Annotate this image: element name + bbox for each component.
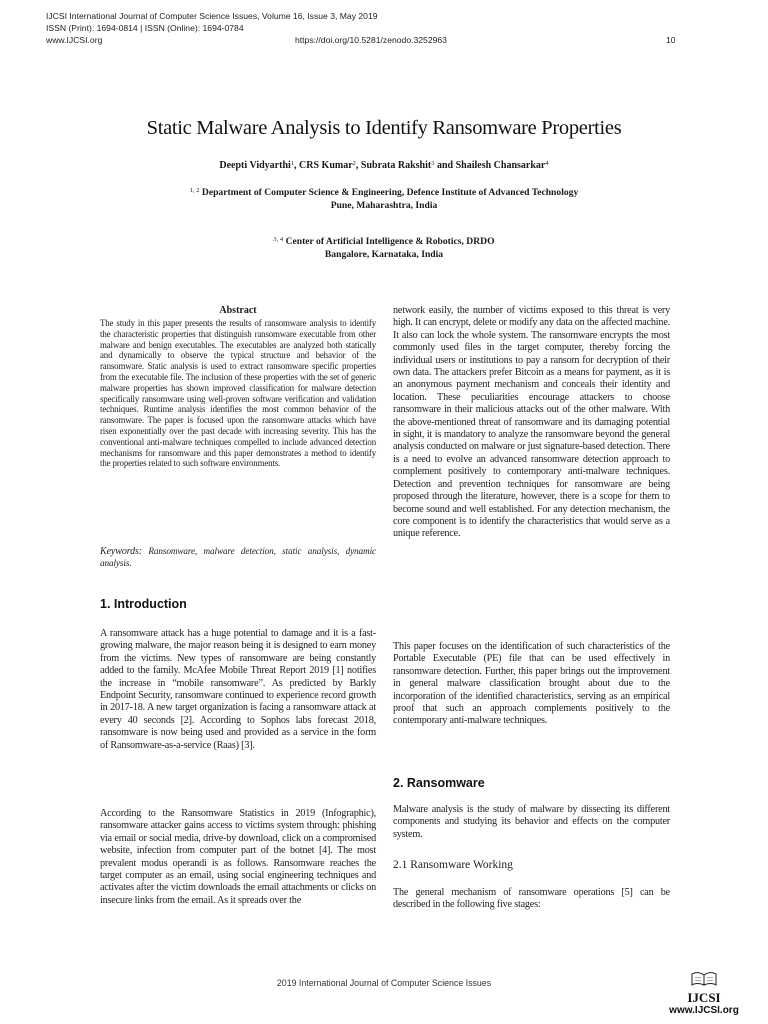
paragraph: This paper focuses on the identification of such characteristics of the Portable Executable (PE) file that can be used effectively in ransomware detection. Further, this paper brings out the improvement in general malware classification brought about due to the incorporation of the identified characteristics, serving as an empirical proof that such an approach complements positively to the contemporary anti-malware techniques. bbox=[393, 641, 670, 727]
book-icon bbox=[691, 972, 717, 986]
author-name: , CRS Kumar bbox=[294, 160, 353, 171]
journal-logo bbox=[664, 972, 744, 1016]
doi-link[interactable]: https://doi.org/10.5281/zenodo.3252963 bbox=[295, 35, 447, 45]
logo-text: IJCSI bbox=[687, 990, 721, 1005]
affiliation-line: Bangalore, Karnataka, India bbox=[324, 248, 444, 260]
journal-line: IJCSI International Journal of Computer Science Issues, Volume 16, Issue 3, May 2019 bbox=[46, 11, 378, 21]
abstract-text: The study in this paper presents the results of ransomware analysis to identify the characteristic properties that distinguish ransomware executable from other malware and benign executables. The executables are analyzed both statically and dynamically to observe the typical structure and behavior of the ransomware. Static analysis is used to extract ransomware specific properties from the executable file. The inclusion of these properties with the set of generic malware properties has shown improved classification for malware detection specifically ransomware using well-proven software verification and validation techniques. Runtime analysis identifies the most common behavior of the ransomware. The paper is focused upon the ransomware attacks which have risen exponentially over the past decade with increasing severity. This has the conventional anti-malware techniques compelled to include advanced detection mechanisms for ransomware and this paper demonstrates a method to identify the properties related to such software environments. bbox=[100, 318, 376, 469]
author-name: and Shailesh Chansarkar bbox=[434, 160, 546, 171]
keywords-label: Keywords: bbox=[100, 546, 143, 557]
section-heading-introduction: 1. Introduction bbox=[100, 597, 187, 611]
affiliation-line: Center of Artificial Intelligence & Robotics, DRDO bbox=[283, 236, 495, 247]
keywords-list: Ransomware, malware detection, static analysis, dynamic analysis. bbox=[100, 546, 376, 568]
author-name: , Subrata Rakshit bbox=[355, 160, 432, 171]
subsection-heading-ransomware-working: 2.1 Ransomware Working bbox=[393, 859, 513, 871]
author-name: Deepti Vidyarthi bbox=[219, 160, 291, 171]
author-affiliation-mark: 3 bbox=[431, 160, 435, 167]
paragraph: The general mechanism of ransomware operations [5] can be described in the following five stages: bbox=[393, 887, 670, 911]
section-heading-ransomware: 2. Ransomware bbox=[393, 776, 485, 790]
affiliation-1 bbox=[0, 185, 768, 212]
paper-title: Static Malware Analysis to Identify Ransomware Properties bbox=[146, 117, 622, 139]
keywords bbox=[100, 546, 376, 569]
paragraph: Malware analysis is the study of malware by dissecting its different components and studying its behavior and effects on the computer system. bbox=[393, 804, 670, 840]
affiliation-line: Department of Computer Science & Engineering, Defence Institute of Advanced Technology bbox=[199, 187, 579, 198]
page-number: 10 bbox=[666, 35, 676, 45]
affiliation-mark: 1, 2 bbox=[189, 187, 200, 194]
author-affiliation-mark: 1 bbox=[290, 160, 295, 167]
author-list bbox=[0, 160, 768, 171]
issn-line: ISSN (Print): 1694-0814 | ISSN (Online): 1694-0784 bbox=[46, 23, 244, 33]
author-affiliation-mark: 4 bbox=[545, 160, 549, 167]
paragraph: A ransomware attack has a huge potential to damage and it is a fast-growing malware, the major reason being it is designed to earn money from the victims. New types of ransomware are being constantly added to the family. McAfee Mobile Threat Report 2019 [1] notifies the increase in “mobile ransomware”. As predicted by Barkly Endpoint Security, ransomware continued to experience record growth in 2017-18. A new target organization is facing a ransomware attack at every 40 seconds [2]. According to Sophos labs forecast 2018, ransomware is now being used and provided as a service in the form of Ransomware-as-a-service (Raas) [3]. bbox=[100, 628, 376, 751]
logo-url[interactable]: www.IJCSI.org bbox=[669, 1005, 739, 1016]
page-footer: 2019 International Journal of Computer Science Issues bbox=[276, 978, 492, 988]
author-affiliation-mark: 2 bbox=[352, 160, 356, 167]
affiliation-line: Pune, Maharashtra, India bbox=[330, 199, 438, 211]
paragraph: network easily, the number of victims exposed to this threat is very high. It can encrypt, delete or modify any data on the affected machine. It also can lock the whole system. The ransomware encrypts the most commonly used files in the target computer, thereby forcing the individual users or institutions to pay a ransom for decryption of their own data. The attackers prefer Bitcoin as a means for payment, as it is an anonymous payment mechanism and conceals their identity and location. These peculiarities encourage attackers to choose ransomware in their malicious attacks out of the other malware. With the above-mentioned threat of ransomware and its damaging potential in sight, it is mandatory to analyze the ransomware beyond the general analysis conducted on malware or just signature-based detection. There is a need to evolve an advanced ransomware detection approach to complement positively to contemporary anti-malware techniques. Detection and prevention techniques for ransomware are being proposed through the literature, however, there is a scope for them to become sound and well established. For any detection mechanism, the core component is to identify the characteristics that would serve as a unique reference. bbox=[393, 305, 670, 540]
affiliation-mark: 3, 4 bbox=[273, 236, 284, 243]
journal-website: www.IJCSI.org bbox=[46, 35, 103, 45]
paragraph: According to the Ransomware Statistics in 2019 (Infographic), ransomware attacker gains access to victims system through: phishing via email or social media, drive-by download, click on a compromised website, infection from computer part of the botnet [4]. The most prevalent modus operandi is as follows. Ransomware reaches the target computer as an email, using social engineering techniques and activates after the victim downloads the email attachments or clicks on insecure links from the email. As it spreads over the bbox=[100, 808, 376, 906]
abstract-heading: Abstract bbox=[219, 305, 257, 316]
affiliation-2 bbox=[0, 234, 768, 261]
